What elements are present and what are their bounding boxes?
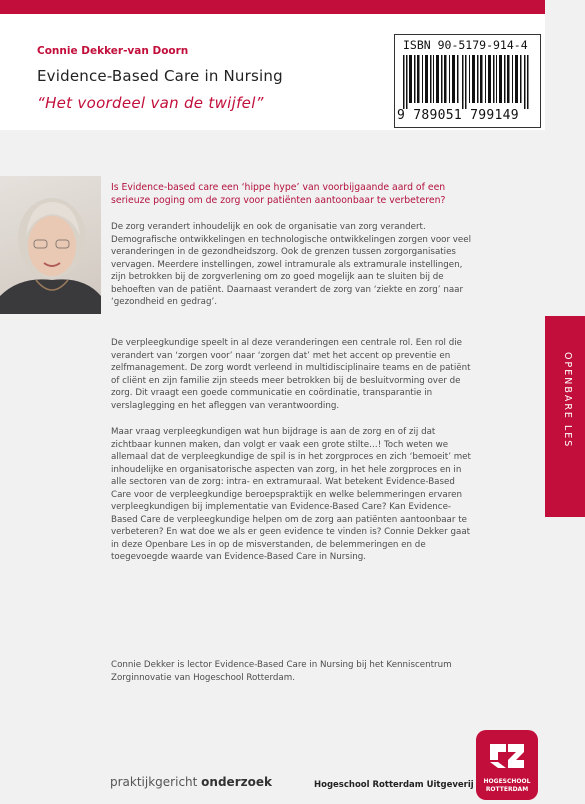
author-name: Connie Dekker-van Doorn — [37, 45, 189, 57]
openbare-les-tab — [545, 316, 585, 517]
series-label — [110, 775, 272, 789]
intro-question: Is Evidence-based care een ‘hippe hype’ van voorbijgaande aard of een serieuze poging om de zorg voor patiënten aantoonbaar te verbeteren? — [111, 182, 446, 206]
body-paragraph-4: Connie Dekker is lector Evidence-Based Care in Nursing bij het Kenniscentrum Zorginnovatie van Hogeschool Rotterdam. — [111, 660, 452, 683]
isbn-digits: 9 789051 799149 — [397, 108, 519, 123]
book-subtitle: “Het voordeel van de twijfel” — [37, 94, 264, 112]
body-paragraph-3: Maar vraag verpleegkundigen wat hun bijdrage is aan de zorg en of zij dat zichtbaar kunnen maken, dan volgt er vaak een grote stilte…! Toch weten we allemaal dat de verpleegkundige de spil is in het zorgproces en zich ‘bemoeit’ met inhoudelijke en organisatorische aspecten van zorg, in het hele zorgproces en in alle sectoren van de zorg: intra- en extramuraal. Wat betekent Evidence-Based Care voor de verpleegkundige beroepspraktijk en welke belemmeringen ervaren verpleegkundigen bij implementatie van Evidence-Based Care? Kan Evidence-Based Care de verpleegkundige helpen om de zorg aan patiënten aantoonbaar te verbeteren? En wat doe we als er geen evidence te vinden is? Connie Dekker gaat in deze Openbare Les in op de misverstanden, de belemmeringen en de toegevoegde waarde van Evidence-Based Care in Nursing. — [111, 427, 471, 562]
body-paragraph-1: De zorg verandert inhoudelijk en ook de organisatie van zorg verandert. Demografische ontwikkelingen en technologische ontwikkelingen zorgen voor veel veranderingen in de gezondheidszorg. Ook de grenzen tussen zorgorganisaties vervagen. Meerdere instellingen, zowel intramurale als extramurale instellingen, zijn betrokken bij de zorgverlening om zo goed mogelijk aan te sluiten bij de behoeften van de patiënt. Daarnaast verandert de zorg van ‘ziekte en zorg’ naar ‘gezondheid en gedrag’. — [111, 222, 472, 307]
book-title: Evidence-Based Care in Nursing — [37, 67, 283, 85]
openbare-les-label: OPENBARE LES — [562, 352, 573, 449]
body-paragraph-2: De verpleegkundige speelt in al deze veranderingen een centrale rol. Een rol die verandert van ‘zorgen voor’ naar ‘zorgen dat’ met het accent op preventie en zelfmanagement. De zorg wordt verleend in multidisciplinaire teams en de patiënt of cliënt en zijn familie zijn steeds meer betrokken bij de besluitvorming over de zorg. Dit vraagt een goede communicatie en coördinatie, transparantie in verslaglegging en het afleggen van verantwoording. — [111, 338, 471, 411]
barcode-icon — [403, 55, 529, 109]
hogeschool-rotterdam-logo — [476, 730, 538, 800]
isbn-label: ISBN 90-5179-914-4 — [403, 38, 528, 52]
top-accent-stripe — [0, 0, 545, 14]
logo-line-2: ROTTERDAM — [485, 786, 529, 793]
isbn-barcode-box — [394, 34, 541, 128]
author-portrait — [0, 176, 101, 314]
series-bold: onderzoek — [201, 775, 272, 789]
portrait-illustration — [0, 176, 101, 314]
publisher-name: Hogeschool Rotterdam Uitgeverij — [314, 780, 474, 790]
series-light: praktijkgericht — [110, 775, 202, 789]
logo-line-1: HOGESCHOOL — [483, 778, 531, 785]
